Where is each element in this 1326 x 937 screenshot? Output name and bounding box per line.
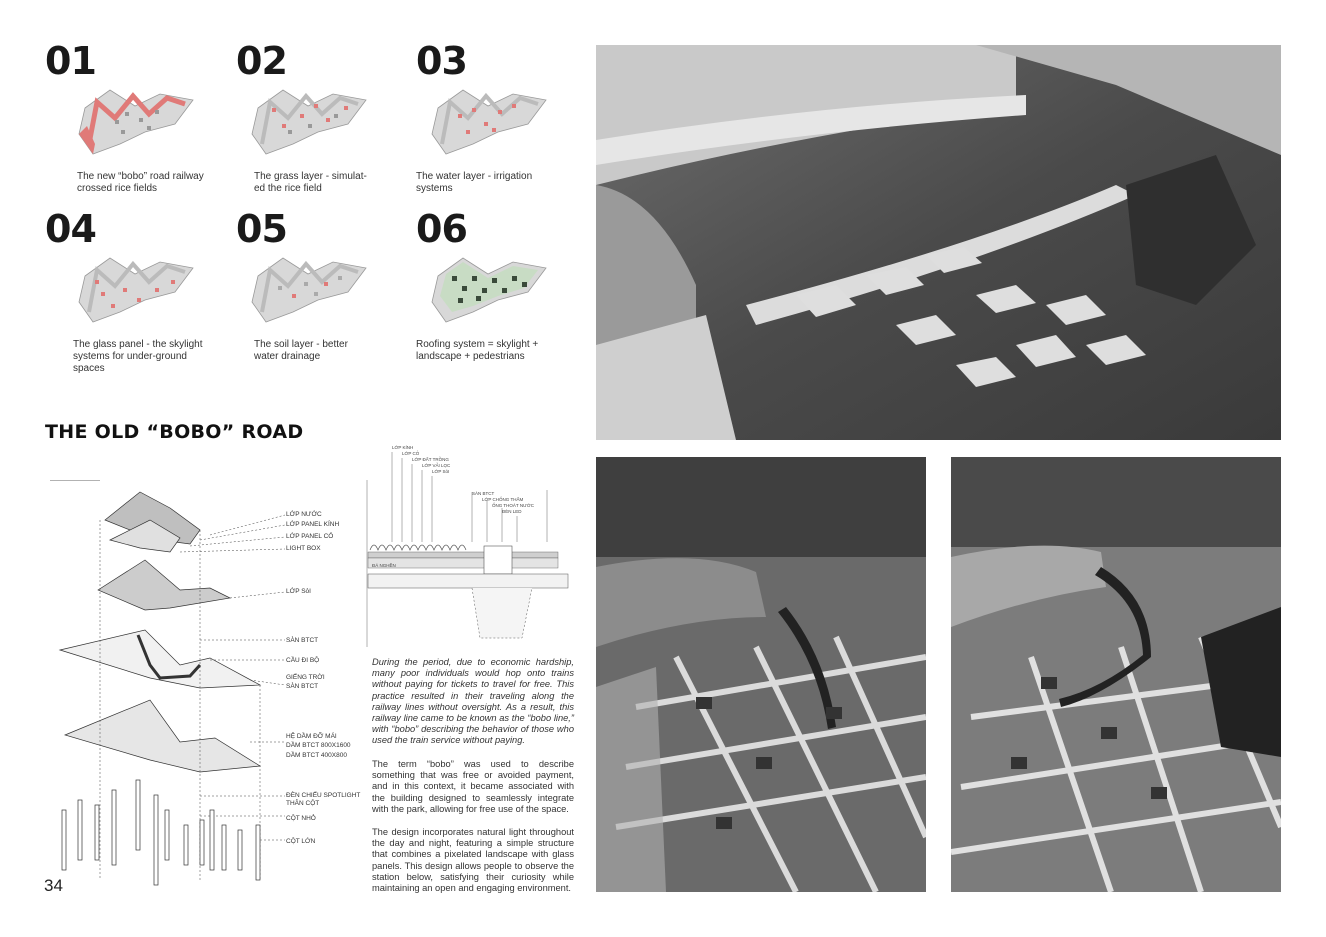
layer-label: GIẾNG TRỜI <box>286 674 325 681</box>
step-01 <box>45 39 215 195</box>
layer-label: DẦM BTCT 400X800 <box>286 752 347 759</box>
section-label: LỚP SỏI <box>432 469 450 474</box>
section-label: LỚP CHỐNG THẤM <box>482 497 524 502</box>
step-caption: The soil layer - better water drainage <box>254 339 348 362</box>
layer-label: ĐÈN CHIẾU SPOTLIGHT <box>286 792 361 799</box>
step-05 <box>236 207 406 363</box>
step-03 <box>416 39 586 195</box>
section-title: THE OLD “BOBO” ROAD <box>45 421 304 443</box>
paragraph-design: The design incorporates natural light throughout the day and night, featuring a simple structure that combines a pixelated landscape with glass panels. This design allows people to observe the station below, satisfying their curiosity while maintaining an open and engaging environment. <box>372 827 574 894</box>
step-diagram <box>428 84 558 162</box>
step-number: 01 <box>45 39 96 83</box>
layer-label: LIGHT BOX <box>286 545 321 552</box>
step-diagram <box>428 252 558 330</box>
section-label: LỚP ĐẤT TRỒNG <box>412 457 449 462</box>
step-04 <box>45 207 215 375</box>
model-photo-main <box>596 45 1281 440</box>
layer-label: LỚP PANEL KÍNH <box>286 521 340 528</box>
step-number: 03 <box>416 39 467 83</box>
step-number: 02 <box>236 39 287 83</box>
intro-paragraph: During the period, due to economic hardship, many poor individuals would hop onto trains without paying for tickets to travel for free. This practice resulted in their traveling along the railway lines without oversight. As a result, this railway line came to be known as the “bobo line,” with “bobo” describing the behavior of those who used the train service without paying. <box>372 657 574 746</box>
step-caption: The glass panel - the skylight systems for under-ground spaces <box>73 339 203 374</box>
step-number: 05 <box>236 207 287 251</box>
layer-label: CỘT LỚN <box>286 838 316 845</box>
section-detail-drawing <box>362 442 577 647</box>
step-02 <box>236 39 406 195</box>
section-label: LỚP VẢI LỌC <box>422 463 451 468</box>
layer-label: LỚP NƯỚC <box>286 511 322 518</box>
step-caption: The grass layer - simulat-ed the rice field <box>254 171 367 194</box>
step-number: 04 <box>45 207 96 251</box>
section-label: ỐNG THOÁT NƯỚC <box>492 503 535 508</box>
layer-label: CẦU ĐI BỘ <box>286 657 320 664</box>
model-photo-left <box>596 457 926 892</box>
exploded-axonometric-diagram <box>50 480 290 890</box>
model-photo-right <box>951 457 1281 892</box>
step-diagram <box>75 84 205 162</box>
section-label: SÀN BTCT <box>472 491 495 496</box>
section-label: LỚP CỎ <box>402 451 420 456</box>
layer-label: THÂN CỘT <box>286 800 320 807</box>
step-number: 06 <box>416 207 467 251</box>
section-label: LỚP KÍNH <box>392 445 414 450</box>
layer-label: SÀN BTCT <box>286 683 319 690</box>
section-label: ĐÁ NGHỀN <box>372 563 396 568</box>
layer-label: LỚP SỏI <box>286 588 311 595</box>
layer-label: SÀN BTCT <box>286 637 319 644</box>
page-number: 34 <box>44 876 63 895</box>
step-caption: The water layer - irrigation systems <box>416 171 533 194</box>
step-diagram <box>248 84 378 162</box>
layer-label: HỆ DẦM ĐỠ MÁI <box>286 733 337 740</box>
step-caption: Roofing system = skylight + landscape + pedestrians <box>416 339 539 362</box>
layer-label: DẦM BTCT 800X1600 <box>286 742 351 749</box>
step-diagram <box>248 252 378 330</box>
paragraph-bobo-term: The term “bobo” was used to describe something that was free or avoided payment, and in this context, it became associated with the building designed to seamlessly integrate with the park, allowing for free use of the space. <box>372 759 574 814</box>
layer-label: LỚP PANEL CỎ <box>286 533 334 540</box>
step-06 <box>416 207 586 363</box>
section-label: ĐÈN LED <box>502 509 522 514</box>
layer-label: CỘT NHỎ <box>286 815 316 822</box>
step-caption: The new “bobo” road railway crossed rice fields <box>77 171 204 194</box>
step-diagram <box>75 252 205 330</box>
